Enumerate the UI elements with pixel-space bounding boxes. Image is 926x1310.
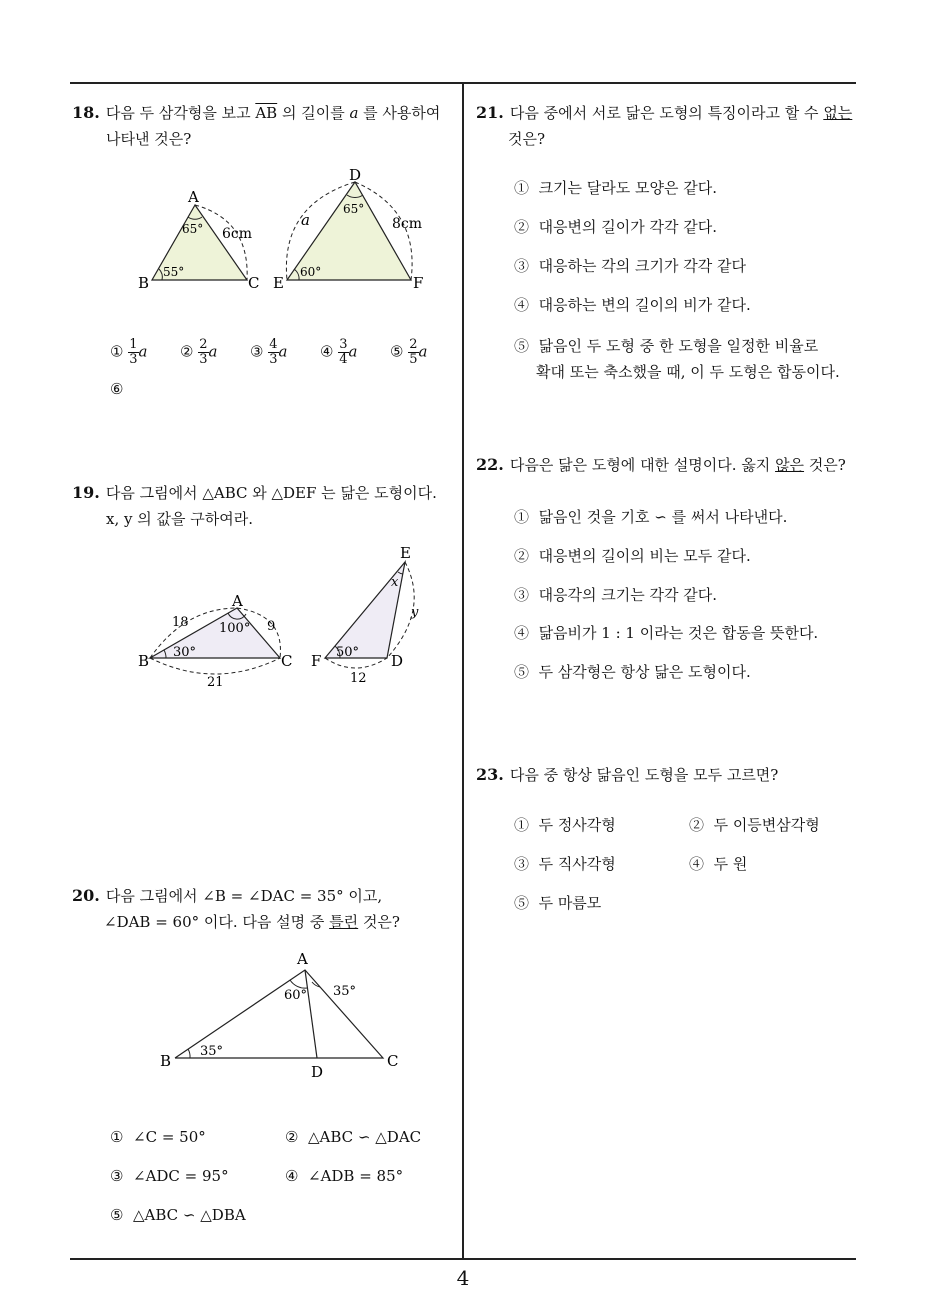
q19-label-A: A: [232, 592, 243, 610]
q19-side-AC: 9: [267, 619, 276, 634]
q18-angle-D: 65°: [343, 202, 365, 216]
q21-option-3[interactable]: ③ 대응하는 각의 크기가 각각 같다: [514, 257, 747, 275]
q18-angle-E: 60°: [300, 265, 322, 279]
q18-side-DE: a: [301, 211, 310, 229]
q20-option-1[interactable]: ① ∠C = 50°: [110, 1128, 206, 1146]
question-22: 22. 다음은 닮은 도형에 대한 설명이다. 옳지 않은 것은?: [476, 455, 846, 474]
q19-var-y: y: [411, 605, 419, 620]
question-number: 19.: [72, 483, 100, 502]
q20-figure: [150, 945, 420, 1085]
q19-label-E: E: [400, 544, 411, 562]
q19-label-C: C: [281, 652, 293, 670]
q19-side-FD: 12: [350, 671, 367, 686]
q19-var-x: x: [391, 575, 399, 590]
q18-option-2[interactable]: ② $\frac{2}{3}$ a: [180, 337, 218, 367]
q19-angle-A: 100°: [219, 621, 251, 636]
q20-label-C: C: [387, 1052, 399, 1070]
q18-figure: [130, 165, 440, 295]
q18-label-C: C: [248, 274, 260, 292]
q20-option-4[interactable]: ④ ∠ADB = 85°: [285, 1167, 404, 1185]
page-number: 4: [456, 1266, 470, 1290]
question-number: 18.: [72, 103, 100, 122]
q18-option-3[interactable]: ③ $\frac{4}{3}$ a: [250, 337, 288, 367]
question-19: 19. 다음 그림에서 △ABC 와 △DEF 는 닮은 도형이다. x, y 의 값을 구하여라.: [72, 483, 437, 528]
q18-angle-B: 55°: [163, 265, 185, 279]
q23-option-5[interactable]: ⑤ 두 마름모: [514, 894, 602, 912]
q23-option-4[interactable]: ④ 두 원: [689, 855, 748, 873]
q19-label-B: B: [138, 652, 150, 670]
q20-label-B: B: [160, 1052, 172, 1070]
q18-option-5[interactable]: ⑤ $\frac{2}{5}$ a: [390, 337, 428, 367]
q19-angle-B: 30°: [173, 645, 197, 660]
column-divider: [462, 84, 464, 1259]
q18-label-B: B: [138, 274, 150, 292]
question-18-stem-line2: 나타낸 것은?: [106, 130, 192, 148]
q18-label-A: A: [188, 188, 199, 206]
question-23: 23. 다음 중 항상 닮음인 도형을 모두 고르면?: [476, 765, 779, 784]
q19-side-BC: 21: [207, 675, 224, 690]
q23-option-2[interactable]: ② 두 이등변삼각형: [689, 816, 820, 834]
question-number: 20.: [72, 886, 100, 905]
q19-label-D: D: [391, 652, 404, 670]
q22-option-3[interactable]: ③ 대응각의 크기는 각각 같다.: [514, 586, 718, 604]
question-18-stem-line1: 18. 다음 두 삼각형을 보고 $\overline{AB}$ 의 길이를 a 를 사용하여: [72, 103, 441, 122]
q20-angle-60: 60°: [284, 988, 308, 1003]
question-20: 20. 다음 그림에서 ∠B = ∠DAC = 35° 이고, ∠DAB = 60° 이다. 다음 설명 중 틀린 것은?: [72, 886, 400, 931]
q20-angle-35-A: 35°: [333, 984, 357, 999]
q18-label-D: D: [349, 166, 362, 184]
q21-option-2[interactable]: ② 대응변의 길이가 각각 같다.: [514, 218, 718, 236]
q20-label-D: D: [311, 1063, 324, 1081]
q23-option-3[interactable]: ③ 두 직사각형: [514, 855, 616, 873]
question-number: 23.: [476, 765, 504, 784]
q22-option-1[interactable]: ① 닮음인 것을 기호 ∽ 를 써서 나타낸다.: [514, 508, 788, 526]
q21-option-5[interactable]: ⑤ 닮음인 두 도형 중 한 도형을 일정한 비율로 확대 또는 축소했을 때, 이 두 도형은 합동이다.: [514, 337, 840, 381]
question-number: 21.: [476, 103, 504, 122]
q18-angle-A: 65°: [182, 222, 204, 236]
question-18: [72, 100, 452, 152]
q20-option-2[interactable]: ② △ABC ∽ △DAC: [285, 1128, 422, 1146]
bottom-rule: [70, 1258, 856, 1260]
q23-option-1[interactable]: ① 두 정사각형: [514, 816, 616, 834]
q19-angle-F: 50°: [336, 645, 360, 660]
q22-option-4[interactable]: ④ 닮음비가 1 : 1 이라는 것은 합동을 뜻한다.: [514, 624, 819, 642]
q22-option-5[interactable]: ⑤ 두 삼각형은 항상 닮은 도형이다.: [514, 663, 751, 681]
question-21: 21. 다음 중에서 서로 닮은 도형의 특징이라고 할 수 없는 것은?: [476, 103, 853, 148]
q18-option-6[interactable]: ⑥: [110, 380, 124, 398]
q18-option-4[interactable]: ④ $\frac{3}{4}$ a: [320, 337, 358, 367]
q18-label-F: F: [413, 274, 424, 292]
q18-side-AC: 6cm: [222, 226, 253, 242]
q20-option-5[interactable]: ⑤ △ABC ∽ △DBA: [110, 1206, 246, 1224]
q21-option-4[interactable]: ④ 대응하는 변의 길이의 비가 같다.: [514, 296, 751, 314]
q18-side-DF: 8cm: [392, 216, 423, 232]
q19-label-F: F: [311, 652, 322, 670]
q18-option-1[interactable]: ① $\frac{1}{3}$ a: [110, 337, 148, 367]
q20-option-3[interactable]: ③ ∠ADC = 95°: [110, 1167, 229, 1185]
q18-label-E: E: [273, 274, 284, 292]
q22-option-2[interactable]: ② 대응변의 길이의 비는 모두 같다.: [514, 547, 751, 565]
q19-figure: [135, 540, 435, 690]
q20-label-A: A: [297, 950, 308, 968]
question-number: 22.: [476, 455, 504, 474]
q21-option-1[interactable]: ① 크기는 달라도 모양은 같다.: [514, 179, 718, 197]
q20-angle-35-B: 35°: [200, 1044, 224, 1059]
q19-side-AB: 18: [172, 615, 189, 630]
